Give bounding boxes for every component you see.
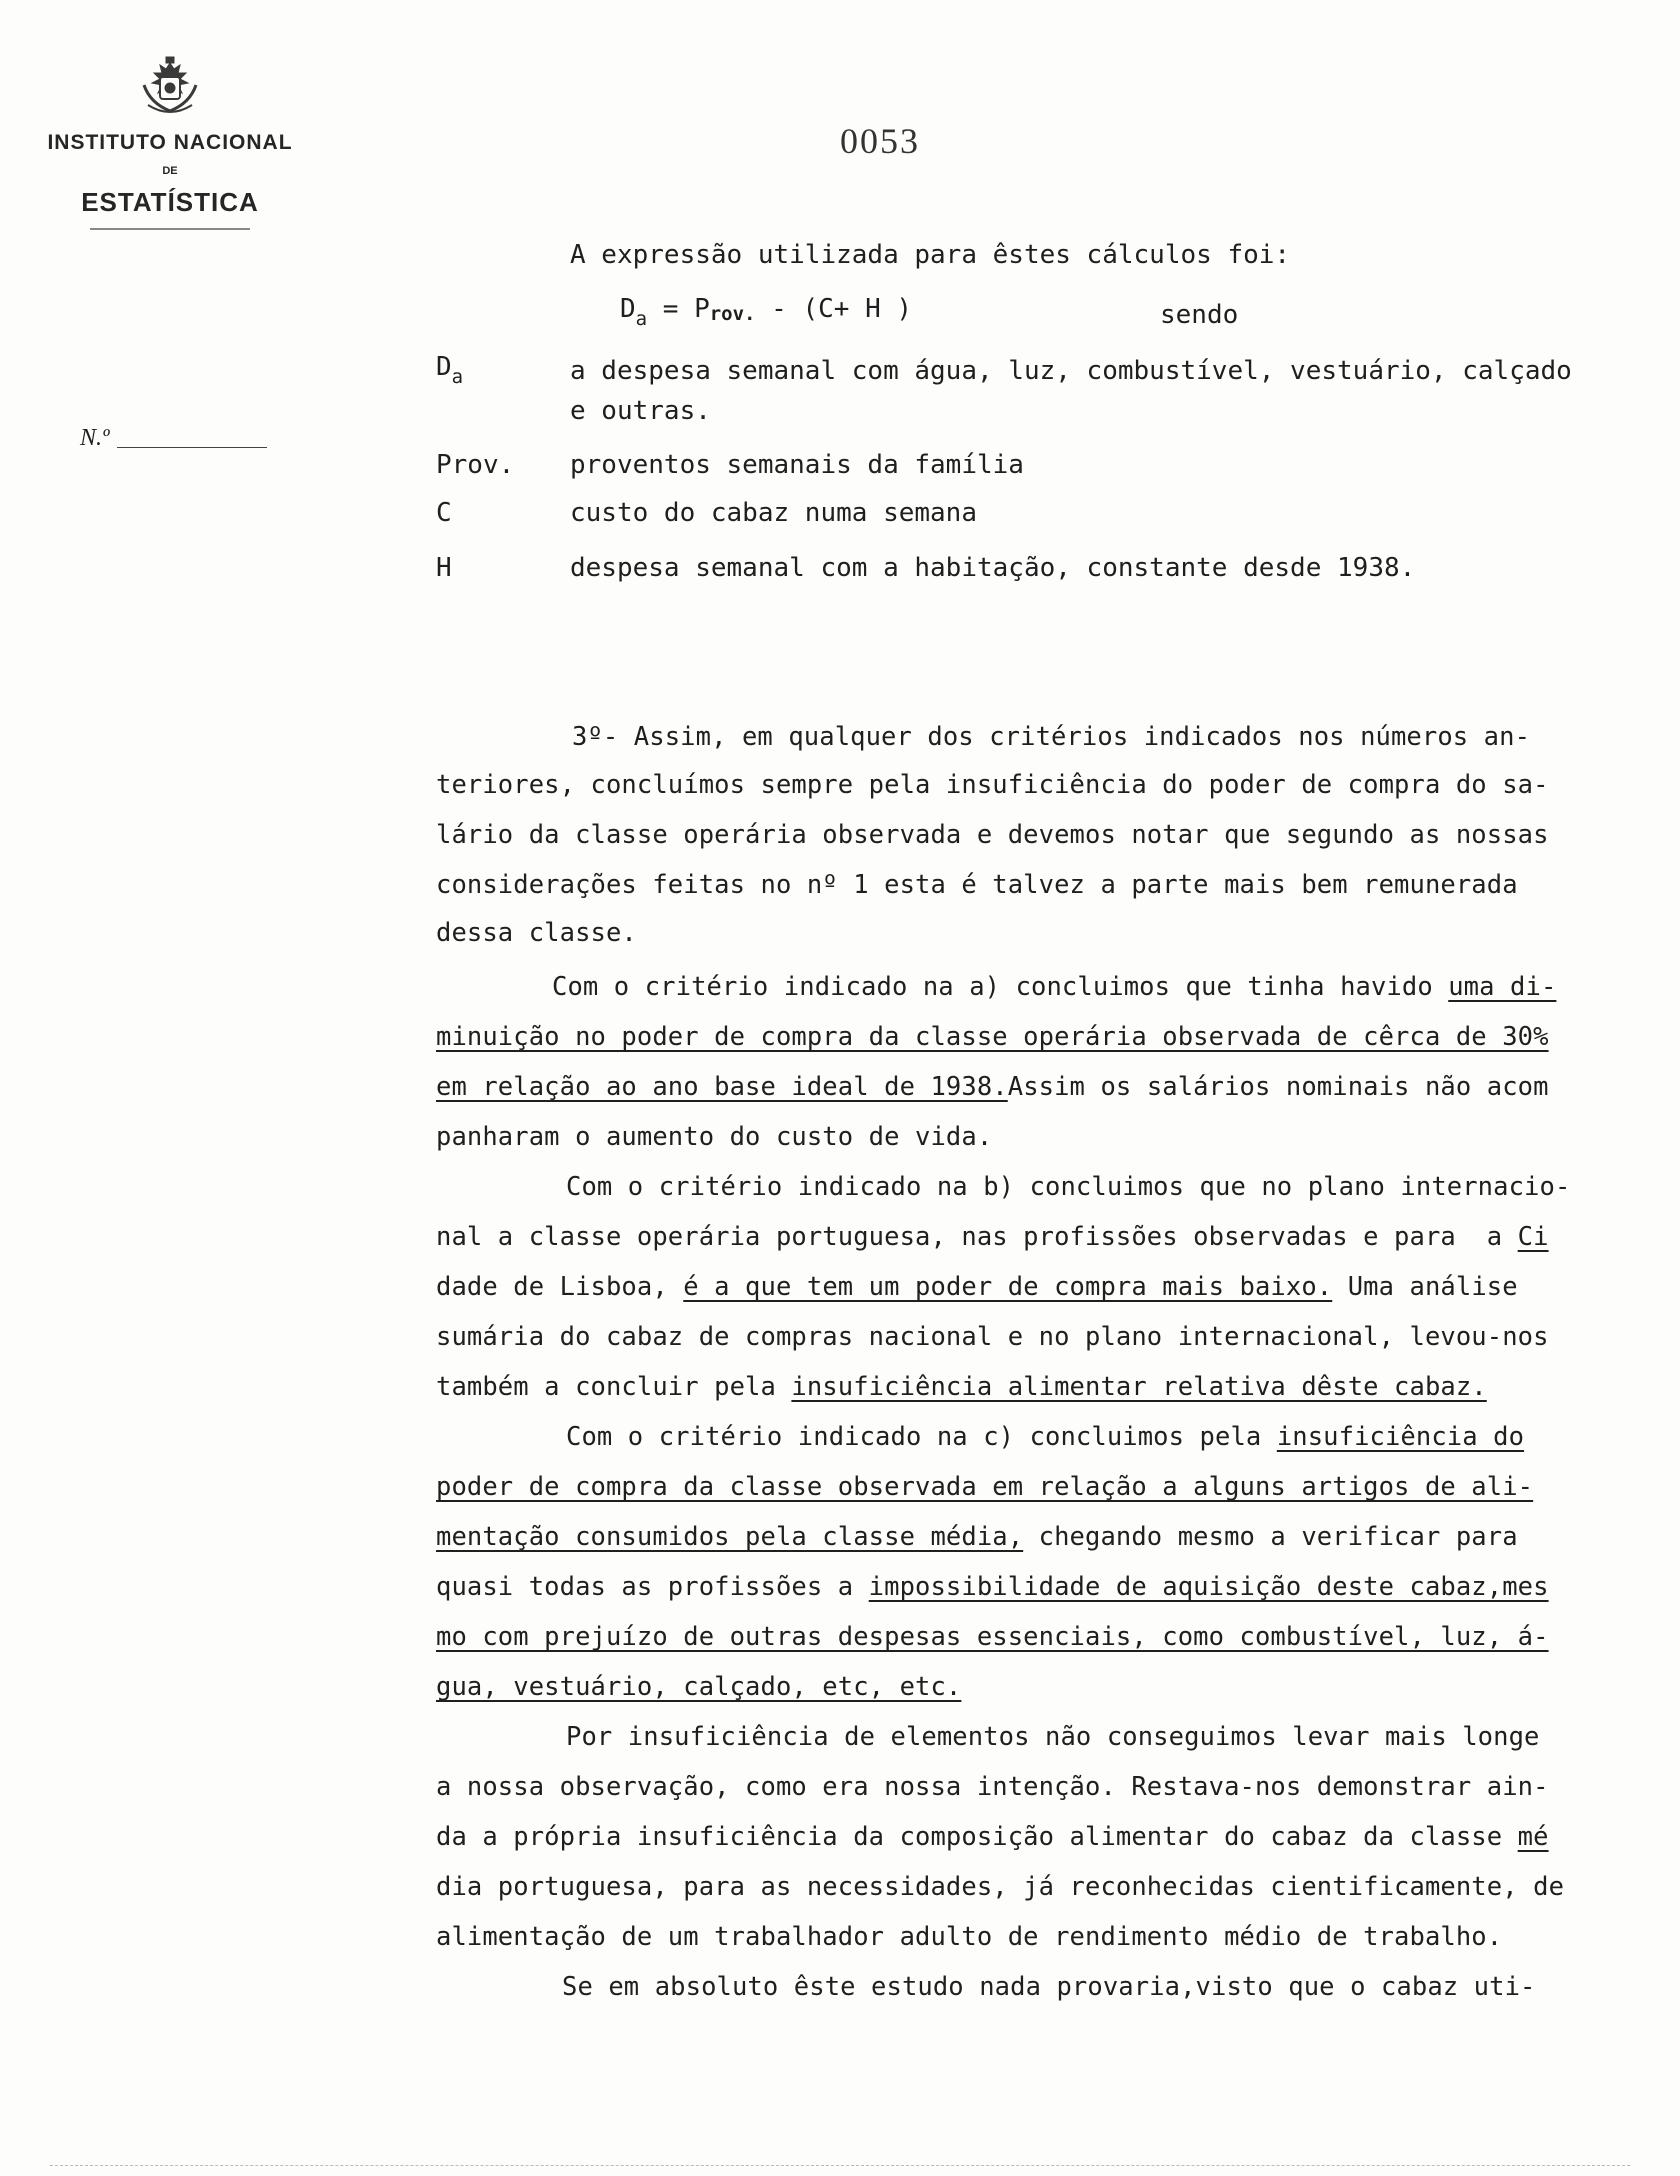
body-line: a nossa observação, como era nossa intenção. Restava-nos demonstrar ain- bbox=[436, 1772, 1549, 1802]
body-text: da a própria insuficiência da composição alimentar do cabaz da classe bbox=[436, 1822, 1518, 1852]
underlined-text: insuficiência do bbox=[1276, 1422, 1525, 1452]
body-line bbox=[436, 1822, 1549, 1852]
underlined-text: mé bbox=[1517, 1822, 1549, 1852]
body-line bbox=[436, 1572, 1549, 1602]
underlined-text: em relação ao ano base ideal de 1938. bbox=[436, 1072, 1008, 1102]
formula-equals: = bbox=[647, 294, 695, 324]
reference-number-field bbox=[80, 425, 267, 452]
body-text: Uma análise bbox=[1332, 1272, 1518, 1302]
body-line: considerações feitas no nº 1 esta é talvez a parte mais bem remunerada bbox=[436, 870, 1518, 900]
reference-number-blank bbox=[117, 447, 267, 448]
coat-of-arms-icon bbox=[130, 55, 210, 125]
letterhead bbox=[20, 55, 320, 230]
letterhead-rule bbox=[90, 228, 250, 230]
underlined-text: Ci bbox=[1517, 1222, 1549, 1252]
body-line bbox=[566, 1422, 1524, 1452]
reference-number-label: N.º bbox=[80, 425, 110, 451]
definition-term: C bbox=[436, 498, 452, 528]
org-name: INSTITUTO NACIONAL bbox=[47, 131, 293, 154]
body-line bbox=[436, 1272, 1518, 1302]
definition-term-text: D bbox=[436, 352, 452, 382]
underlined-line: gua, vestuário, calçado, etc, etc. bbox=[436, 1672, 962, 1702]
underlined-text: mentação consumidos pela classe média, bbox=[436, 1522, 1024, 1552]
underlined-line: poder de compra da classe observada em relação a alguns artigos de ali- bbox=[436, 1472, 1534, 1502]
body-line: teriores, concluímos sempre pela insuficiência do poder de compra do sa- bbox=[436, 770, 1549, 800]
definition-text-cont: e outras. bbox=[570, 396, 711, 426]
underlined-line: minuição no poder de compra da classe operária observada de cêrca de 30% bbox=[436, 1022, 1549, 1052]
body-line bbox=[436, 1372, 1487, 1402]
underlined-text: insuficiência alimentar relativa dêste cabaz. bbox=[791, 1372, 1487, 1402]
body-text: Com o critério indicado na a) concluimos que tinha havido bbox=[552, 972, 1449, 1002]
body-line: 3º- Assim, em qualquer dos critérios indicados nos números an- bbox=[572, 722, 1531, 752]
body-line: dia portuguesa, para as necessidades, já reconhecidas cientificamente, de bbox=[436, 1872, 1565, 1902]
definition-text: a despesa semanal com água, luz, combustível, vestuário, calçado bbox=[570, 356, 1572, 386]
body-text: dade de Lisboa, bbox=[436, 1272, 684, 1302]
formula-lhs: D bbox=[620, 294, 636, 324]
formula-sendo: sendo bbox=[1160, 300, 1239, 330]
body-line: alimentação de um trabalhador adulto de rendimento médio de trabalho. bbox=[436, 1922, 1503, 1952]
definition-text: proventos semanais da família bbox=[570, 450, 1024, 480]
formula-lhs-sub: a bbox=[635, 308, 648, 330]
formula-intro: A expressão utilizada para êstes cálculos foi: bbox=[570, 240, 1291, 270]
body-line: sumária do cabaz de compras nacional e no plano internacional, levou-nos bbox=[436, 1322, 1549, 1352]
underlined-text: uma di- bbox=[1448, 972, 1557, 1002]
formula bbox=[620, 294, 912, 330]
body-line: Se em absoluto êste estudo nada provaria,visto que o cabaz uti- bbox=[562, 1972, 1536, 2002]
definition-term-sub: a bbox=[451, 366, 464, 388]
definition-term: Prov. bbox=[436, 450, 515, 480]
body-line bbox=[436, 1072, 1549, 1102]
formula-p-sub: rov. bbox=[709, 303, 756, 325]
underlined-text: é a que tem um poder de compra mais baixo. bbox=[683, 1272, 1333, 1302]
body-text: Assim os salários nominais não acom bbox=[1007, 1072, 1549, 1102]
page-number: 0053 bbox=[840, 121, 920, 161]
org-connector: DE bbox=[162, 165, 178, 177]
formula-p: P bbox=[694, 294, 710, 324]
body-text: quasi todas as profissões a bbox=[436, 1572, 869, 1602]
org-name-main: ESTATÍSTICA bbox=[81, 187, 259, 217]
definition-term: H bbox=[436, 553, 452, 583]
underlined-line: mo com prejuízo de outras despesas essenciais, como combustível, luz, á- bbox=[436, 1622, 1549, 1652]
body-line: Por insuficiência de elementos não conseguimos levar mais longe bbox=[566, 1722, 1540, 1752]
formula-rest: - (C+ H ) bbox=[755, 294, 913, 324]
definition-text: despesa semanal com a habitação, constante desde 1938. bbox=[570, 553, 1416, 583]
body-text: chegando mesmo a verificar para bbox=[1023, 1522, 1518, 1552]
body-line bbox=[436, 1222, 1549, 1252]
body-text: também a concluir pela bbox=[436, 1372, 792, 1402]
body-line bbox=[552, 972, 1556, 1002]
body-text: nal a classe operária portuguesa, nas profissões observadas e para a bbox=[436, 1222, 1518, 1252]
body-text: Com o critério indicado na c) concluimos pela bbox=[566, 1422, 1277, 1452]
page-bottom-rule bbox=[50, 2165, 1630, 2166]
definition-text: custo do cabaz numa semana bbox=[570, 498, 977, 528]
body-line bbox=[436, 1522, 1518, 1552]
underlined-text: impossibilidade de aquisição deste cabaz,mes bbox=[868, 1572, 1549, 1602]
body-line: Com o critério indicado na b) concluimos que no plano internacio- bbox=[566, 1172, 1571, 1202]
definition-term bbox=[436, 352, 463, 388]
body-line: dessa classe. bbox=[436, 918, 637, 948]
body-line: lário da classe operária observada e devemos notar que segundo as nossas bbox=[436, 820, 1549, 850]
body-line: panharam o aumento do custo de vida. bbox=[436, 1122, 993, 1152]
